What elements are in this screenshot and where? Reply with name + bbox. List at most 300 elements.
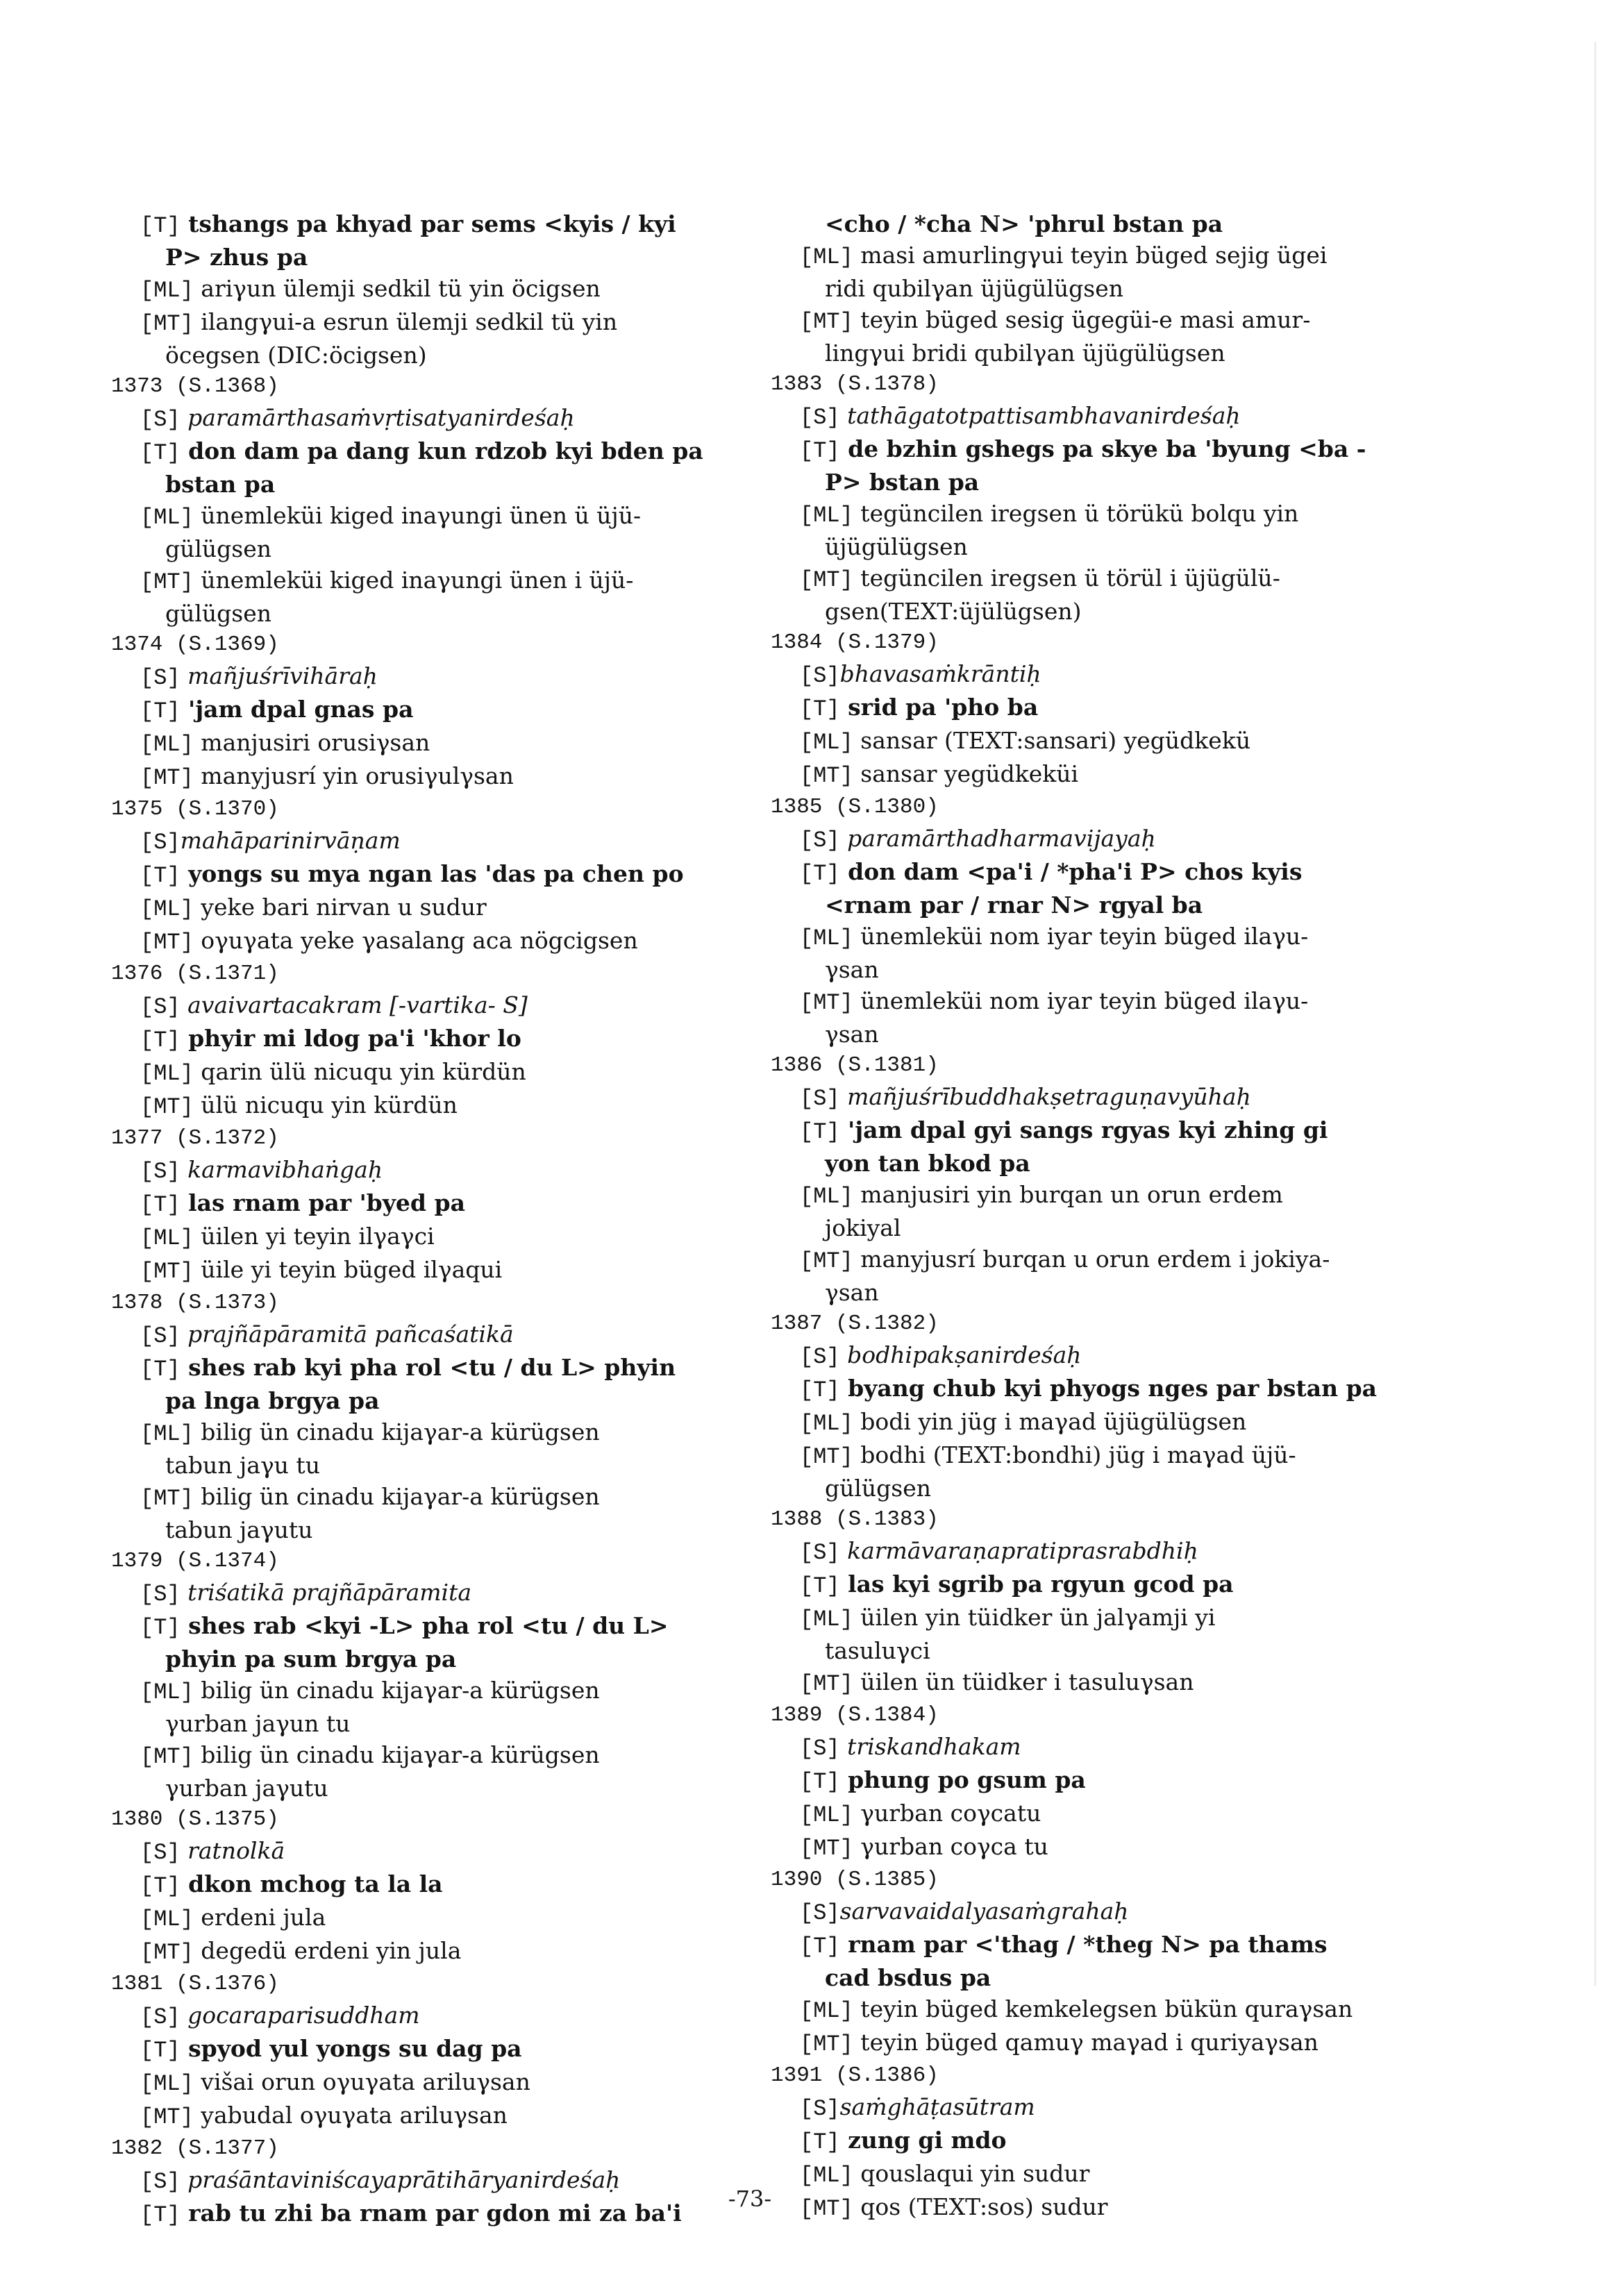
entry-text: 1374 (S.1369) [111, 632, 279, 657]
language-tag: [S] [140, 994, 181, 1020]
entry-line [111, 273, 736, 306]
entry-text: teyin büged kemkelegsen bükün quraγsan [853, 1995, 1353, 2022]
entry-text: mahāparinirvāṇam [180, 827, 401, 854]
language-tag: [S] [800, 1736, 840, 1761]
entry-text: manjusiri orusiγsan [193, 729, 430, 756]
language-tag: [T] [140, 1615, 181, 1641]
entry-text: cad bsdus pa [825, 1964, 991, 1991]
language-tag: [ML] [800, 2163, 853, 2188]
entry-text: ünemleküi nom iyar teyin büged ilaγu- [853, 987, 1309, 1014]
language-tag: [T] [140, 698, 181, 724]
entry-line [111, 564, 736, 598]
language-tag: [ML] [140, 278, 194, 303]
entry-text: öcegsen (DIC:öcigsen) [165, 342, 427, 369]
entry-text: teyin büged qamuγ maγad i quriyaγsan [853, 2029, 1319, 2056]
entry-text: saṁghāṭasūtram [839, 2093, 1035, 2120]
entry-line [771, 1243, 1409, 1277]
entry-text: don dam pa dang kun rdzob kyi bden pa [180, 437, 703, 464]
entry-text: sansar yegüdkeküi [853, 760, 1079, 787]
entry-line [771, 1339, 1409, 1373]
entry-text: üilen yi teyin ilγaγci [193, 1223, 435, 1250]
entry-line [111, 1056, 736, 1089]
entry-line [111, 1318, 736, 1352]
language-tag: [T] [140, 213, 181, 239]
language-tag: [T] [800, 1769, 840, 1795]
entry-line [771, 985, 1409, 1019]
entry-text: 1391 (S.1386) [771, 2063, 939, 2088]
language-tag: [ML] [140, 1907, 194, 1932]
entry-text: gülügsen [165, 600, 272, 627]
entry-text: P> zhus pa [165, 244, 308, 271]
entry-text: 1383 (S.1378) [771, 372, 939, 396]
entry-text: oγuγata yeke γasalang aca nögcigsen [193, 927, 638, 954]
entry-text: üilen ün tüidker i tasuluγsan [853, 1668, 1194, 1695]
entry-line [111, 1902, 736, 1935]
language-tag: [ML] [800, 503, 853, 528]
entry-text: P> bstan pa [825, 469, 980, 496]
entry-text: 'jam dpal gyi sangs rgyas kyi zhing gi [839, 1116, 1328, 1143]
entry-line [771, 1148, 1409, 1179]
language-tag: [S] [140, 1840, 181, 1866]
entry-line [771, 1993, 1409, 2027]
entry-line [111, 825, 736, 858]
entry-line [111, 891, 736, 925]
language-tag: [MT] [140, 1486, 194, 1511]
entry-text: rab tu zhi ba rnam par gdon mi za ba'i [180, 2199, 682, 2227]
entry-line [771, 1212, 1409, 1243]
language-tag: [T] [140, 1192, 181, 1218]
entry-number [771, 369, 1409, 400]
entry-line [111, 1221, 736, 1254]
entry-line [771, 1929, 1409, 1962]
entry-line [771, 1798, 1409, 1831]
entry-line [111, 435, 736, 469]
entry-line [111, 500, 736, 533]
entry-text: sarvavaidalyasaṁgrahaḥ [839, 1897, 1129, 1925]
entry-line [111, 727, 736, 760]
entry-text: tabun jaγutu [165, 1516, 313, 1543]
entry-text: 1379 (S.1374) [111, 1549, 279, 1573]
language-tag: [T] [800, 2129, 840, 2155]
entry-text: 1389 (S.1384) [771, 1703, 939, 1727]
entry-number [111, 794, 736, 825]
entry-text: 1387 (S.1382) [771, 1312, 939, 1336]
entry-text: mañjuśrīvihāraḥ [180, 662, 378, 689]
entry-line [111, 1385, 736, 1416]
entry-line [771, 1179, 1409, 1212]
language-tag: [ML] [140, 1061, 194, 1087]
entry-text: bodhi (TEXT:bondhi) jüg i maγad üjü- [853, 1441, 1296, 1468]
language-tag: [T] [140, 2038, 181, 2063]
entry-number [111, 958, 736, 989]
entry-text: bstan pa [165, 471, 276, 498]
language-tag: [MT] [800, 2031, 853, 2057]
language-tag: [MT] [140, 1940, 194, 1966]
language-tag: [MT] [800, 1836, 853, 1861]
language-tag: [ML] [800, 730, 853, 755]
entry-text: paramārthasaṁvṛtisatyanirdeśaḥ [180, 404, 575, 431]
language-tag: [ML] [800, 1184, 853, 1209]
entry-text: jokiyal [825, 1214, 901, 1241]
entry-line [111, 598, 736, 629]
entry-text: 1388 (S.1383) [771, 1507, 939, 1532]
entry-text: bodi yin jüg i maγad üjügülügsen [853, 1408, 1247, 1435]
entry-line [771, 273, 1409, 304]
entry-line [111, 1835, 736, 1868]
entry-number [771, 1700, 1409, 1731]
language-tag: [T] [800, 861, 840, 887]
left-column [111, 208, 736, 2231]
entry-text: tasuluγci [825, 1637, 930, 1664]
entry-line [771, 2191, 1409, 2224]
language-tag: [T] [800, 1573, 840, 1599]
entry-line [771, 1373, 1409, 1406]
entry-line [771, 1568, 1409, 1602]
entry-number [111, 1123, 736, 1154]
entry-line [111, 1154, 736, 1187]
entry-line [771, 498, 1409, 531]
entry-text: bilig ün cinadu kijaγar-a kürügsen [193, 1741, 600, 1768]
language-tag: [S] [140, 1159, 181, 1184]
entry-line [111, 2000, 736, 2033]
entry-text: don dam <pa'i / *pha'i P> chos kyis [839, 858, 1303, 885]
entry-text: mañjuśrībuddhakṣetraguṇavyūhaḥ [839, 1083, 1251, 1110]
entry-line [771, 531, 1409, 562]
entry-text: gülügsen [165, 535, 272, 562]
entry-text: bilig ün cinadu kijaγar-a kürügsen [193, 1677, 600, 1704]
entry-text: ilangγui-a esrun ülemji sedkil tü yin [193, 308, 618, 335]
entry-text: tshangs pa khyad par sems <kyis / kyi [180, 210, 676, 237]
entry-text: ülü nicuqu yin kürdün [193, 1091, 458, 1118]
entry-line [771, 725, 1409, 758]
entry-text: dkon mchog ta la la [180, 1870, 443, 1897]
entry-text: 1390 (S.1385) [771, 1868, 939, 1892]
entry-line [111, 1450, 736, 1481]
entry-line [111, 1675, 736, 1708]
entry-line [111, 858, 736, 891]
entry-line [111, 1481, 736, 1514]
entry-text: <cho / *cha N> 'phrul bstan pa [825, 210, 1223, 237]
entry-number [111, 1287, 736, 1318]
entry-text: 'jam dpal gnas pa [180, 696, 414, 723]
entry-line [771, 2091, 1409, 2125]
language-tag: [ML] [800, 1607, 853, 1632]
language-tag: [MT] [800, 990, 853, 1016]
entry-line [771, 1535, 1409, 1568]
language-tag: [T] [140, 863, 181, 889]
language-tag: [S] [140, 830, 181, 855]
entry-line [111, 1187, 736, 1221]
entry-line [771, 1831, 1409, 1864]
entry-line [771, 1764, 1409, 1798]
language-tag: [S] [800, 663, 840, 689]
language-tag: [MT] [800, 2196, 853, 2222]
entry-line [771, 596, 1409, 627]
entry-text: lingγui bridi qubilγan üjügülügsen [825, 340, 1225, 367]
entry-line [771, 1473, 1409, 1504]
entry-text: 1377 (S.1372) [111, 1126, 279, 1150]
entry-line [111, 2066, 736, 2100]
entry-text: 1373 (S.1368) [111, 374, 279, 399]
language-tag: [MT] [800, 1248, 853, 1274]
language-tag: [ML] [800, 1411, 853, 1436]
language-tag: [S] [800, 1900, 840, 1926]
entry-line [111, 1708, 736, 1739]
entry-number [111, 371, 736, 402]
page-number: -73- [728, 2186, 772, 2212]
entry-line [111, 208, 736, 242]
entry-number [111, 629, 736, 660]
entry-line [771, 921, 1409, 954]
entry-text: gsen(TEXT:üjülügsen) [825, 598, 1082, 625]
entry-line [111, 1868, 736, 1902]
language-tag: [ML] [800, 244, 853, 270]
entry-line [111, 533, 736, 564]
entry-line [771, 823, 1409, 856]
language-tag: [MT] [140, 2104, 194, 2130]
entry-text: de bzhin gshegs pa skye ba 'byung <ba - [839, 435, 1366, 462]
entry-line [771, 1962, 1409, 1993]
language-tag: [S] [800, 1540, 840, 1566]
entry-line [771, 240, 1409, 273]
entry-line [111, 306, 736, 340]
entry-line [111, 1352, 736, 1385]
entry-text: paramārthadharmavijayaḥ [839, 825, 1156, 852]
language-tag: [ML] [800, 1998, 853, 2024]
language-tag: [ML] [140, 505, 194, 530]
entry-line [771, 208, 1409, 240]
entry-number [771, 1504, 1409, 1535]
language-tag: [ML] [140, 732, 194, 757]
language-tag: [ML] [140, 1421, 194, 1447]
right-column [771, 208, 1409, 2224]
entry-line [111, 2197, 736, 2231]
language-tag: [S] [140, 2169, 181, 2195]
entry-text: rnam par <'thag / *theg N> pa thams [839, 1931, 1328, 1958]
entry-line [771, 1895, 1409, 1929]
language-tag: [MT] [800, 567, 853, 593]
entry-text: gülügsen [825, 1475, 932, 1502]
entry-text: karmāvaraṇapratiprasrabdhiḥ [839, 1537, 1198, 1564]
entry-text: karmavibhaṅgaḥ [180, 1156, 383, 1183]
entry-text: gocaraparisuddham [180, 2002, 420, 2029]
entry-text: tabun jaγu tu [165, 1452, 320, 1479]
entry-text: teyin büged sesig ügegüi-e masi amur- [853, 306, 1311, 333]
entry-line [111, 760, 736, 794]
entry-line [771, 1635, 1409, 1666]
language-tag: [MT] [800, 763, 853, 789]
language-tag: [S] [800, 828, 840, 853]
entry-line [771, 758, 1409, 791]
entry-line [771, 304, 1409, 337]
entry-text: üile yi teyin büged ilγaqui [193, 1256, 503, 1283]
entry-number [771, 1864, 1409, 1895]
language-tag: [S] [800, 2096, 840, 2122]
language-tag: [T] [140, 2202, 181, 2228]
entry-line [111, 1577, 736, 1610]
entry-text: erdeni jula [193, 1904, 326, 1931]
entry-text: 1382 (S.1377) [111, 2136, 279, 2161]
language-tag: [ML] [800, 1802, 853, 1828]
entry-line [771, 1406, 1409, 1439]
entry-text: <rnam par / rnar N> rgyal ba [825, 891, 1203, 919]
language-tag: [T] [800, 696, 840, 722]
entry-text: višai orun oγuγata ariluγsan [193, 2068, 530, 2095]
entry-text: yon tan bkod pa [825, 1150, 1030, 1177]
language-tag: [T] [140, 1028, 181, 1053]
scan-edge-mark [1594, 42, 1596, 1986]
entry-line [111, 1514, 736, 1545]
language-tag: [ML] [140, 896, 194, 922]
entry-line [111, 694, 736, 727]
entry-line [111, 469, 736, 500]
entry-line [771, 433, 1409, 467]
entry-line [111, 1773, 736, 1804]
entry-text: 1380 (S.1375) [111, 1807, 279, 1832]
entry-text: yeke bari nirvan u sudur [193, 894, 487, 921]
language-tag: [S] [140, 2004, 181, 2030]
entry-line [771, 1439, 1409, 1473]
entry-text: phyin pa sum brgya pa [165, 1645, 457, 1673]
entry-number [111, 2133, 736, 2164]
entry-line [111, 1643, 736, 1675]
language-tag: [MT] [140, 1744, 194, 1770]
entry-text: qarin ülü nicuqu yin kürdün [193, 1058, 526, 1085]
entry-text: 1385 (S.1380) [771, 795, 939, 819]
entry-line [771, 337, 1409, 369]
language-tag: [MT] [140, 311, 194, 337]
entry-line [771, 954, 1409, 985]
entry-text: praśāntaviniścayaprātihāryanirdeśaḥ [180, 2166, 621, 2193]
entry-text: γurban jaγutu [165, 1775, 328, 1802]
entry-number [111, 1545, 736, 1577]
entry-text: avaivartacakram [-vartika- S] [180, 991, 528, 1019]
entry-text: phyir mi ldog pa'i 'khor lo [180, 1025, 521, 1052]
language-tag: [S] [140, 665, 181, 691]
entry-line [111, 1254, 736, 1287]
entry-line [111, 989, 736, 1023]
entry-line [771, 889, 1409, 921]
entry-text: pa lnga brgya pa [165, 1387, 380, 1414]
language-tag: [S] [140, 1323, 181, 1349]
language-tag: [MT] [140, 930, 194, 955]
entry-text: 1378 (S.1373) [111, 1291, 279, 1315]
language-tag: [T] [800, 1119, 840, 1145]
entry-number [771, 2060, 1409, 2091]
entry-text: ünemleküi kiged inaγungi ünen i üjü- [193, 567, 634, 594]
entry-line [111, 1023, 736, 1056]
entry-text: sansar (TEXT:sansari) yegüdkekü [853, 727, 1251, 754]
entry-line [111, 2100, 736, 2133]
language-tag: [S] [800, 1086, 840, 1112]
entry-text: 1386 (S.1381) [771, 1053, 939, 1078]
entry-text: las rnam par 'byed pa [180, 1189, 465, 1216]
entry-line [771, 692, 1409, 725]
language-tag: [T] [800, 1934, 840, 1959]
entry-line [111, 660, 736, 694]
entry-line [771, 400, 1409, 433]
entry-text: 1384 (S.1379) [771, 630, 939, 655]
entry-text: üilen yin tüidker ün jalγamji yi [853, 1604, 1216, 1631]
entry-text: yongs su mya ngan las 'das pa chen po [180, 860, 684, 887]
entry-line [771, 1114, 1409, 1148]
entry-line [111, 1935, 736, 1968]
entry-line [111, 1089, 736, 1123]
entry-line [771, 2027, 1409, 2060]
entry-line [771, 1081, 1409, 1114]
entry-number [771, 1050, 1409, 1081]
entry-text: shes rab kyi pha rol <tu / du L> phyin [180, 1354, 676, 1381]
entry-line [771, 467, 1409, 498]
language-tag: [MT] [140, 765, 194, 791]
entry-text: ünemleküi kiged inaγungi ünen ü üjü- [193, 502, 642, 529]
entry-line [111, 340, 736, 371]
entry-text: γurban coγcatu [853, 1800, 1041, 1827]
entry-text: bilig ün cinadu kijaγar-a kürügsen [193, 1418, 600, 1446]
language-tag: [S] [800, 1344, 840, 1370]
entry-number [771, 1308, 1409, 1339]
language-tag: [MT] [800, 309, 853, 335]
entry-text: bodhipakṣanirdeśaḥ [839, 1341, 1082, 1368]
language-tag: [T] [800, 1377, 840, 1403]
entry-line [771, 2125, 1409, 2158]
language-tag: [S] [140, 407, 181, 433]
entry-text: tegüncilen iregsen ü törükü bolqu yin [853, 500, 1299, 527]
language-tag: [ML] [140, 2071, 194, 2097]
entry-line [111, 2033, 736, 2066]
entry-line [111, 242, 736, 273]
entry-line [771, 1019, 1409, 1050]
entry-line [771, 2158, 1409, 2191]
entry-text: srid pa 'pho ba [839, 694, 1039, 721]
language-tag: [T] [800, 438, 840, 464]
entry-line [111, 925, 736, 958]
entry-text: byang chub kyi phyogs nges par bstan pa [839, 1375, 1378, 1402]
entry-text: phung po gsum pa [839, 1766, 1086, 1793]
entry-text: las kyi sgrib pa rgyun gcod pa [839, 1570, 1234, 1598]
entry-text: shes rab <kyi -L> pha rol <tu / du L> [180, 1612, 669, 1639]
entry-text: bhavasaṁkrāntiḥ [839, 660, 1041, 687]
entry-text: γurban coγca tu [853, 1833, 1048, 1860]
entry-text: spyod yul yongs su dag pa [180, 2035, 522, 2062]
entry-text: üjügülügsen [825, 533, 968, 560]
language-tag: [ML] [800, 925, 853, 951]
entry-line [771, 1602, 1409, 1635]
entry-number [771, 791, 1409, 823]
entry-text: qos (TEXT:sos) sudur [853, 2193, 1108, 2220]
entry-text: 1381 (S.1376) [111, 1972, 279, 1996]
entry-line [111, 1416, 736, 1450]
entry-text: 1376 (S.1371) [111, 962, 279, 986]
entry-text: manyjusrí burqan u orun erdem i jokiya- [853, 1246, 1330, 1273]
language-tag: [S] [140, 1582, 181, 1607]
entry-line [111, 402, 736, 435]
entry-text: qouslaqui yin sudur [853, 2160, 1090, 2187]
entry-line [771, 1731, 1409, 1764]
entry-text: ariγun ülemji sedkil tü yin öcigsen [193, 275, 601, 302]
entry-line [771, 658, 1409, 692]
entry-text: triśatikā prajñāpāramita [180, 1579, 472, 1606]
language-tag: [MT] [140, 1094, 194, 1120]
entry-line [111, 2164, 736, 2197]
entry-text: γurban jaγun tu [165, 1710, 351, 1737]
entry-text: γsan [825, 956, 879, 983]
entry-text: manjusiri yin burqan un orun erdem [853, 1181, 1283, 1208]
language-tag: [S] [800, 405, 840, 430]
entry-line [111, 1739, 736, 1773]
language-tag: [MT] [800, 1444, 853, 1470]
entry-text: 1375 (S.1370) [111, 797, 279, 821]
